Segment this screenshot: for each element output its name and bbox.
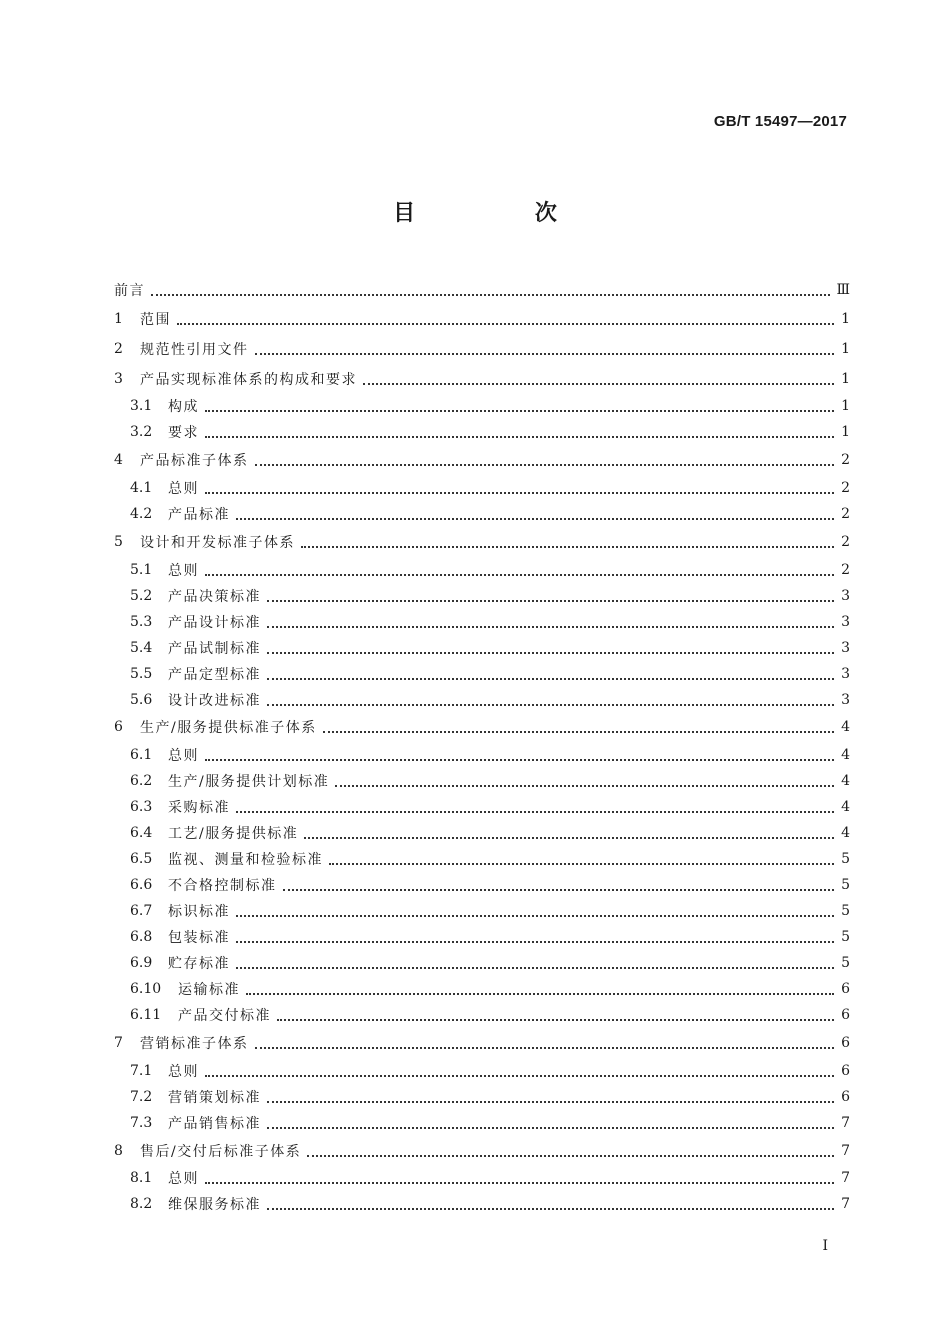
toc-entry-label: 产品交付标准 bbox=[178, 1008, 271, 1025]
dot-leader bbox=[255, 341, 835, 355]
toc-entry-number: 6.2 bbox=[130, 773, 153, 790]
toc-entry-label: 总则 bbox=[168, 1171, 199, 1188]
toc-entry-number: 7.1 bbox=[130, 1062, 153, 1079]
dot-leader bbox=[255, 1035, 835, 1049]
toc-entry-label: 营销策划标准 bbox=[168, 1089, 261, 1106]
dot-leader bbox=[304, 825, 834, 839]
toc-entry[interactable] bbox=[114, 846, 850, 872]
toc-entry-number: 6.9 bbox=[130, 955, 153, 972]
toc-entry-page: 5 bbox=[841, 851, 850, 868]
dot-leader bbox=[283, 877, 835, 891]
toc-entry-label: 要求 bbox=[168, 425, 199, 442]
toc-entry[interactable] bbox=[114, 820, 850, 846]
dot-leader bbox=[246, 981, 834, 995]
toc-entry[interactable] bbox=[114, 742, 850, 768]
toc-entry-page: 2 bbox=[841, 452, 850, 469]
toc-entry-label: 产品设计标准 bbox=[168, 614, 261, 631]
toc-entry-number: 5.1 bbox=[130, 561, 153, 578]
toc-entry-label: 构成 bbox=[168, 399, 199, 416]
toc-entry[interactable] bbox=[114, 794, 850, 820]
toc-entry[interactable] bbox=[114, 1058, 850, 1084]
toc-entry[interactable] bbox=[114, 898, 850, 924]
toc-entry-page: 6 bbox=[841, 1007, 850, 1024]
page-number: I bbox=[822, 1238, 828, 1254]
toc-entry-page: 3 bbox=[841, 587, 850, 604]
toc-entry[interactable] bbox=[114, 334, 850, 364]
toc-entry-number: 1 bbox=[114, 311, 123, 328]
dot-leader bbox=[255, 452, 835, 466]
toc-entry-label: 总则 bbox=[168, 562, 199, 579]
toc-entry-page: 7 bbox=[841, 1114, 850, 1131]
toc-entry-page: Ⅲ bbox=[836, 281, 850, 298]
toc-entry-page: 1 bbox=[841, 311, 850, 328]
dot-leader bbox=[267, 1115, 834, 1129]
toc-entry[interactable] bbox=[114, 1165, 850, 1191]
toc-entry-page: 4 bbox=[841, 799, 850, 816]
toc-entry-number: 5.5 bbox=[130, 665, 153, 682]
toc-entry-label: 包装标准 bbox=[168, 930, 230, 947]
dot-leader bbox=[267, 614, 834, 628]
dot-leader bbox=[236, 799, 834, 813]
toc-entry[interactable] bbox=[114, 950, 850, 976]
toc-entry-number: 6 bbox=[114, 719, 123, 736]
toc-entry-number: 6.8 bbox=[130, 929, 153, 946]
toc-entry-number: 6.1 bbox=[130, 747, 153, 764]
toc-entry-label: 总则 bbox=[168, 1063, 199, 1080]
dot-leader bbox=[267, 666, 834, 680]
dot-leader bbox=[236, 929, 834, 943]
toc-entry-label: 前言 bbox=[114, 282, 145, 299]
dot-leader bbox=[151, 282, 830, 296]
dot-leader bbox=[236, 903, 834, 917]
toc-entry-number: 6.11 bbox=[130, 1007, 162, 1024]
toc-entry-label: 采购标准 bbox=[168, 800, 230, 817]
toc-entry-label: 产品定型标准 bbox=[168, 666, 261, 683]
toc-entry-label: 产品标准 bbox=[168, 506, 230, 523]
toc-entry-number: 5.6 bbox=[130, 691, 153, 708]
toc-entry[interactable] bbox=[114, 1084, 850, 1110]
toc-entry-number: 3 bbox=[114, 370, 123, 387]
dot-leader bbox=[277, 1007, 834, 1021]
toc-entry-label: 营销标准子体系 bbox=[140, 1035, 249, 1052]
dot-leader bbox=[329, 851, 834, 865]
toc-entry[interactable] bbox=[114, 1002, 850, 1028]
toc-entry-page: 5 bbox=[841, 955, 850, 972]
toc-entry[interactable] bbox=[114, 501, 850, 527]
toc-entry-number: 2 bbox=[114, 340, 123, 357]
toc-entry-page: 4 bbox=[841, 719, 850, 736]
toc-entry-page: 1 bbox=[841, 398, 850, 415]
toc-entry[interactable] bbox=[114, 713, 850, 743]
toc-entry-page: 5 bbox=[841, 903, 850, 920]
toc-entry[interactable] bbox=[114, 768, 850, 794]
toc-entry-label: 生产/服务提供标准子体系 bbox=[140, 720, 317, 737]
toc-entry-page: 1 bbox=[841, 370, 850, 387]
toc-entry-label: 范围 bbox=[140, 312, 171, 329]
toc-entry[interactable] bbox=[114, 445, 850, 475]
dot-leader bbox=[267, 1089, 834, 1103]
toc-entry-number: 8 bbox=[114, 1142, 123, 1159]
document-code: GB/T 15497—2017 bbox=[713, 113, 847, 130]
toc-entry[interactable] bbox=[114, 475, 850, 501]
toc-entry-page: 4 bbox=[841, 747, 850, 764]
toc-entry[interactable] bbox=[114, 872, 850, 898]
toc-entry-page: 2 bbox=[841, 479, 850, 496]
toc-entry[interactable] bbox=[114, 609, 850, 635]
dot-leader bbox=[323, 719, 834, 733]
toc-entry-label: 售后/交付后标准子体系 bbox=[140, 1143, 302, 1160]
toc-entry-number: 5.2 bbox=[130, 587, 153, 604]
toc-entry-page: 3 bbox=[841, 665, 850, 682]
toc-entry-label: 产品标准子体系 bbox=[140, 453, 249, 470]
toc-entry-page: 1 bbox=[841, 340, 850, 357]
toc-entry-label: 规范性引用文件 bbox=[140, 341, 249, 358]
dot-leader bbox=[267, 1196, 834, 1210]
toc-entry-page: 6 bbox=[841, 1088, 850, 1105]
toc-entry[interactable] bbox=[114, 687, 850, 713]
toc-entry[interactable] bbox=[114, 1136, 850, 1166]
toc-entry-label: 总则 bbox=[168, 480, 199, 497]
toc-entry[interactable] bbox=[114, 635, 850, 661]
toc-entry-number: 7 bbox=[114, 1034, 123, 1051]
toc-entry-number: 8.2 bbox=[130, 1196, 153, 1213]
dot-leader bbox=[267, 640, 834, 654]
toc-entry-number: 5.4 bbox=[130, 639, 153, 656]
toc-entry-number: 4.2 bbox=[130, 505, 153, 522]
toc-entry-number: 7.3 bbox=[130, 1114, 153, 1131]
toc-entry-page: 7 bbox=[841, 1170, 850, 1187]
toc-entry-number: 6.3 bbox=[130, 799, 153, 816]
toc-entry-page: 4 bbox=[841, 773, 850, 790]
dot-leader bbox=[335, 773, 834, 787]
toc-entry-page: 2 bbox=[841, 561, 850, 578]
toc-entry-label: 产品试制标准 bbox=[168, 640, 261, 657]
toc-entry-number: 6.5 bbox=[130, 851, 153, 868]
toc-entry-page: 7 bbox=[841, 1196, 850, 1213]
toc-entry-label: 标识标准 bbox=[168, 904, 230, 921]
dot-leader bbox=[205, 562, 834, 576]
toc-entry[interactable] bbox=[114, 557, 850, 583]
toc-entry-number: 6.7 bbox=[130, 903, 153, 920]
toc-entry-page: 5 bbox=[841, 929, 850, 946]
toc-entry-number: 4.1 bbox=[130, 479, 153, 496]
toc-entry[interactable] bbox=[114, 393, 850, 419]
toc-entry[interactable] bbox=[114, 364, 850, 394]
toc-entry-page: 3 bbox=[841, 639, 850, 656]
toc-entry[interactable] bbox=[114, 1191, 850, 1217]
toc-entry[interactable] bbox=[114, 275, 850, 305]
dot-leader bbox=[307, 1143, 834, 1157]
toc-entry-label: 工艺/服务提供标准 bbox=[168, 826, 299, 843]
toc-entry-number: 3.1 bbox=[130, 398, 153, 415]
toc-entry-number: 5.3 bbox=[130, 613, 153, 630]
dot-leader bbox=[267, 588, 834, 602]
toc-entry-number: 3.2 bbox=[130, 424, 153, 441]
toc-entry-page: 3 bbox=[841, 691, 850, 708]
toc-entry-label: 运输标准 bbox=[178, 982, 240, 999]
toc-entry-number: 6.6 bbox=[130, 877, 153, 894]
toc-entry-number: 7.2 bbox=[130, 1088, 153, 1105]
toc-entry-label: 产品销售标准 bbox=[168, 1115, 261, 1132]
toc-entry-label: 不合格控制标准 bbox=[168, 878, 277, 895]
toc-entry-label: 产品决策标准 bbox=[168, 588, 261, 605]
toc-entry[interactable] bbox=[114, 1028, 850, 1058]
dot-leader bbox=[205, 1063, 834, 1077]
dot-leader bbox=[177, 311, 834, 325]
toc-entry-page: 3 bbox=[841, 613, 850, 630]
toc-entry-page: 6 bbox=[841, 1062, 850, 1079]
toc-entry-number: 4 bbox=[114, 452, 123, 469]
toc-entry[interactable] bbox=[114, 583, 850, 609]
toc-entry-label: 设计和开发标准子体系 bbox=[140, 534, 295, 551]
toc-entry-number: 6.4 bbox=[130, 825, 153, 842]
toc-entry[interactable] bbox=[114, 976, 850, 1002]
dot-leader bbox=[205, 480, 834, 494]
toc-entry-page: 6 bbox=[841, 1034, 850, 1051]
toc-entry[interactable] bbox=[114, 305, 850, 335]
page-title: 目 次 bbox=[393, 201, 613, 226]
toc-entry-page: 6 bbox=[841, 981, 850, 998]
toc-entry-number: 6.10 bbox=[130, 981, 162, 998]
toc-entry-label: 监视、测量和检验标准 bbox=[168, 852, 323, 869]
toc-entry-number: 5 bbox=[114, 533, 123, 550]
toc-entry[interactable] bbox=[114, 924, 850, 950]
dot-leader bbox=[205, 747, 834, 761]
toc-entry[interactable] bbox=[114, 527, 850, 557]
toc-entry-label: 设计改进标准 bbox=[168, 692, 261, 709]
toc-entry-page: 5 bbox=[841, 877, 850, 894]
dot-leader bbox=[236, 955, 834, 969]
toc-entry[interactable] bbox=[114, 419, 850, 445]
toc-entry-page: 1 bbox=[841, 424, 850, 441]
toc-entry-label: 维保服务标准 bbox=[168, 1197, 261, 1214]
toc-entry-label: 生产/服务提供计划标准 bbox=[168, 774, 330, 791]
toc-entry-page: 4 bbox=[841, 825, 850, 842]
dot-leader bbox=[236, 506, 834, 520]
dot-leader bbox=[363, 371, 834, 385]
toc-entry[interactable] bbox=[114, 1110, 850, 1136]
toc-entry-page: 2 bbox=[841, 505, 850, 522]
table-of-contents bbox=[114, 275, 850, 1217]
dot-leader bbox=[205, 398, 834, 412]
toc-entry[interactable] bbox=[114, 661, 850, 687]
toc-entry-label: 贮存标准 bbox=[168, 956, 230, 973]
toc-entry-page: 7 bbox=[841, 1142, 850, 1159]
dot-leader bbox=[205, 1170, 834, 1184]
toc-entry-number: 8.1 bbox=[130, 1170, 153, 1187]
dot-leader bbox=[267, 692, 834, 706]
toc-entry-page: 2 bbox=[841, 533, 850, 550]
dot-leader bbox=[205, 424, 834, 438]
dot-leader bbox=[301, 534, 834, 548]
toc-entry-label: 产品实现标准体系的构成和要求 bbox=[140, 371, 357, 388]
toc-entry-label: 总则 bbox=[168, 748, 199, 765]
